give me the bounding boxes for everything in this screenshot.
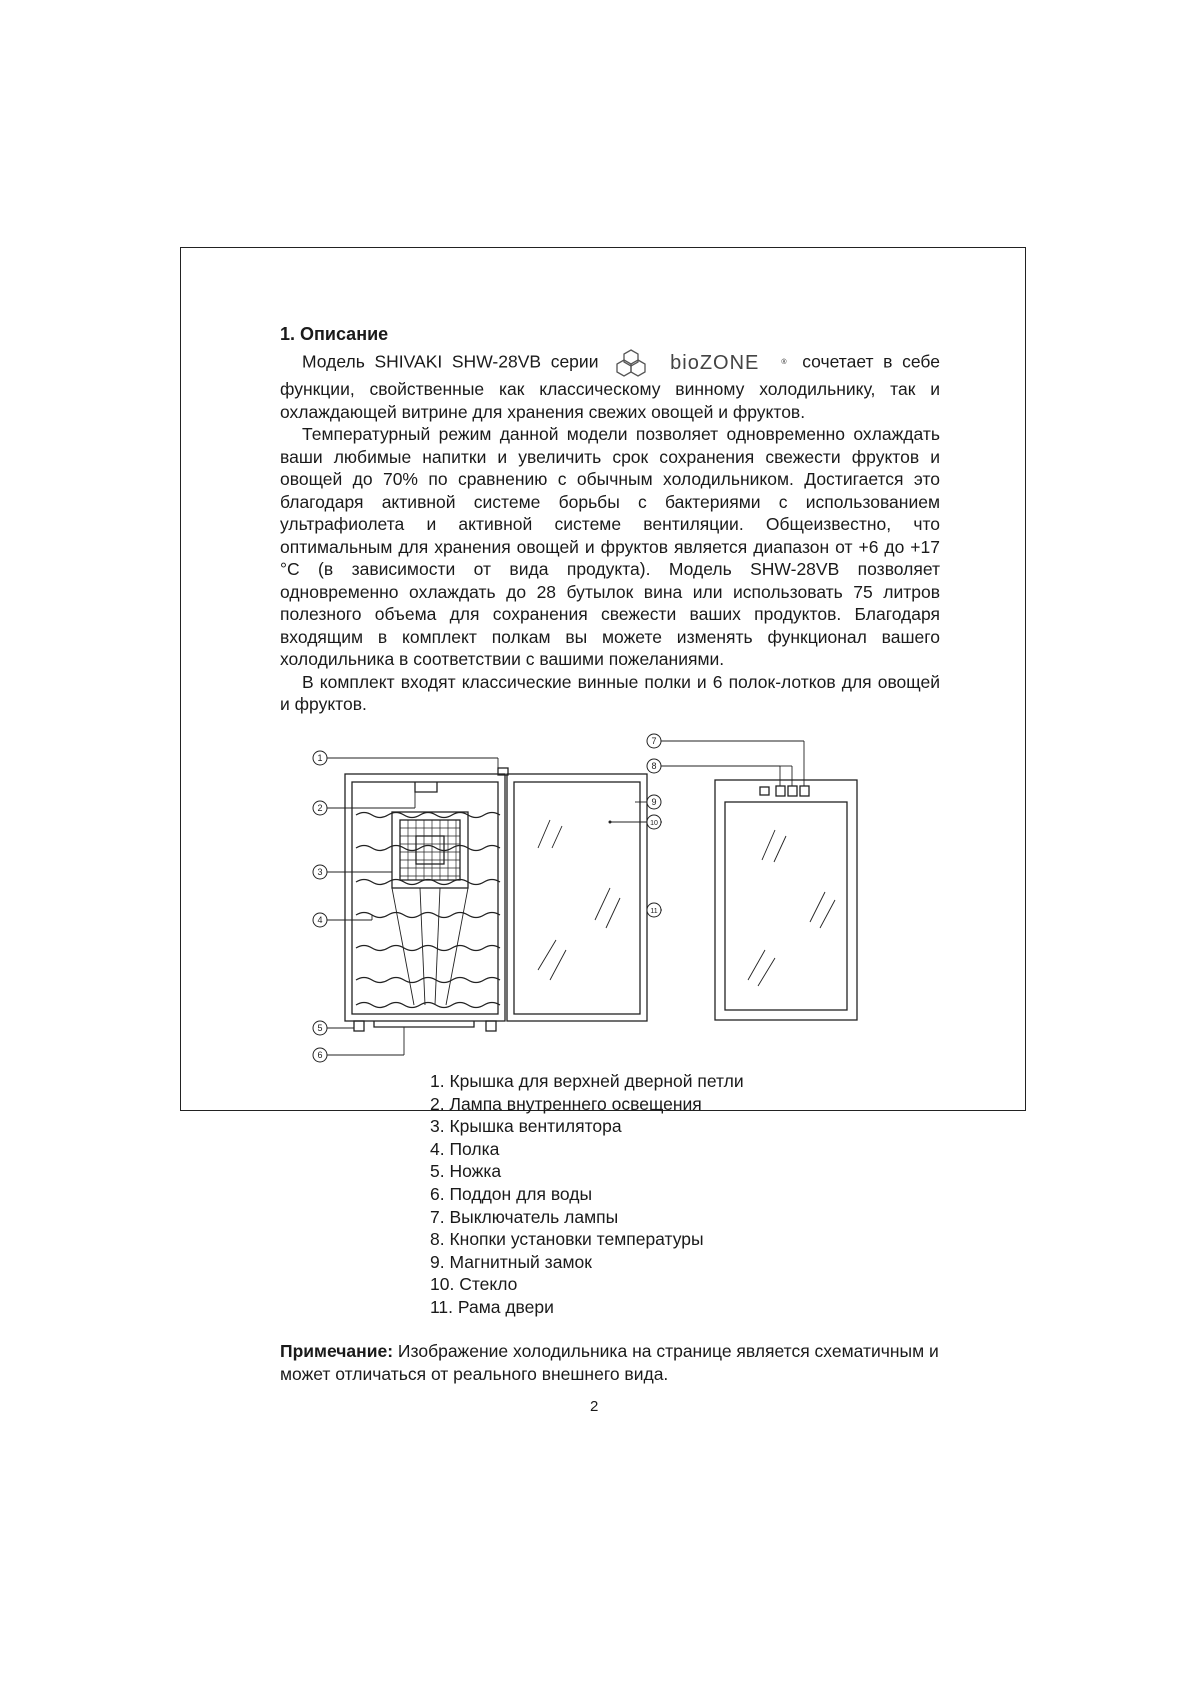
open-door-frame — [507, 774, 647, 1021]
shelves — [356, 813, 500, 1008]
legend-item: 8. Кнопки установки температуры — [430, 1229, 704, 1250]
callout-label-9: 9 — [651, 797, 657, 807]
note-text: Изображение холодильника на странице является схематичным и может отличаться от реального внешнего вида. — [280, 1341, 939, 1384]
uv-beams — [392, 888, 468, 1005]
cabinet-outline — [345, 774, 505, 1021]
intro-after-logo: сочетает в себе функции, свойственные как классическому винному холодильнику, так и охлаждающей витрине для хранения свежих овощей и фруктов. — [280, 351, 940, 422]
leader-lines — [327, 741, 804, 1055]
callout-label-6: 6 — [317, 1050, 323, 1060]
legend-item: 11. Рама двери — [430, 1296, 554, 1317]
foot-left — [354, 1021, 364, 1031]
parts-legend — [430, 1070, 744, 1319]
intro-before-logo: Модель SHIVAKI SHW-28VB серии — [302, 351, 599, 372]
callout-label-1: 1 — [317, 753, 323, 763]
callout-label-7: 7 — [651, 736, 657, 746]
callout-label-2: 2 — [317, 803, 323, 813]
callout-label-10: 10 — [650, 820, 658, 827]
legend-item: 3. Крышка вентилятора — [430, 1116, 622, 1137]
legend-item: 2. Лампа внутреннего освещения — [430, 1093, 702, 1114]
legend-item: 1. Крышка для верхней дверной петли — [430, 1071, 744, 1091]
open-door-glare — [538, 820, 620, 980]
description-section — [280, 322, 940, 716]
biozone-cube-icon — [614, 348, 648, 378]
registered-mark: ® — [781, 358, 787, 366]
interior-lamp — [415, 782, 437, 792]
callout-label-8: 8 — [651, 761, 657, 771]
legend-item: 10. Стекло — [430, 1274, 518, 1295]
page-number: 2 — [590, 1398, 599, 1415]
callout-label-11: 11 — [650, 908, 658, 915]
intro-paragraph — [280, 348, 940, 423]
foot-right — [486, 1021, 496, 1031]
callout-label-4: 4 — [317, 915, 323, 925]
legend-item: 9. Магнитный замок — [430, 1251, 592, 1272]
temp-button-2 — [788, 786, 797, 796]
closed-cooler-glass — [725, 802, 847, 1010]
fan-cover — [392, 812, 468, 888]
paragraph-temperature: Температурный режим данной модели позволяет одновременно охлаждать ваши любимые напитки и увеличить срок сохранения свежести фруктов и овощей до 70% по сравнению с обычным холодильником. Достигается это благодаря активной системе борьбы с бактериями с использованием ультрафиолета и активной системе вентиляции. Общеизвестно, что оптимальным для хранения овощей и фруктов является диапазон от +6 до +17 °C (в зависимости от вида продукта). Модель SHW-28VB позволяет одновременно охлаждать до 28 бутылок вина или использовать 75 литров полезного объема для сохранения свежести ваших продуктов. Благодаря входящим в комплект полкам вы можете изменять функционал вашего холодильника в соответствии с вашими пожеланиями. — [280, 424, 940, 669]
callout-markers — [313, 734, 661, 1062]
legend-item: 7. Выключатель лампы — [430, 1206, 619, 1227]
open-door-glass — [514, 782, 640, 1014]
closed-door-glare — [748, 830, 835, 986]
temp-button-1 — [776, 786, 785, 796]
biozone-logo-text: bioZONE — [670, 351, 760, 374]
cabinet-inner — [352, 782, 498, 1014]
note-label: Примечание: — [280, 1341, 394, 1361]
callout-label-3: 3 — [317, 867, 323, 877]
water-tray — [374, 1021, 474, 1027]
legend-item: 5. Ножка — [430, 1161, 502, 1182]
paragraph-kit: В комплект входят классические винные полки и 6 полок-лотков для овощей и фруктов. — [280, 671, 940, 714]
biozone-logo — [614, 348, 786, 378]
callout-label-5: 5 — [317, 1023, 323, 1033]
closed-cooler-outline — [715, 780, 857, 1020]
legend-item: 6. Поддон для воды — [430, 1183, 593, 1204]
temp-button-3 — [800, 786, 809, 796]
note — [280, 1340, 940, 1386]
wine-cooler-diagram — [310, 730, 950, 1075]
legend-item: 4. Полка — [430, 1138, 500, 1159]
section-title: 1. Описание — [280, 324, 389, 344]
lamp-switch — [760, 787, 769, 795]
